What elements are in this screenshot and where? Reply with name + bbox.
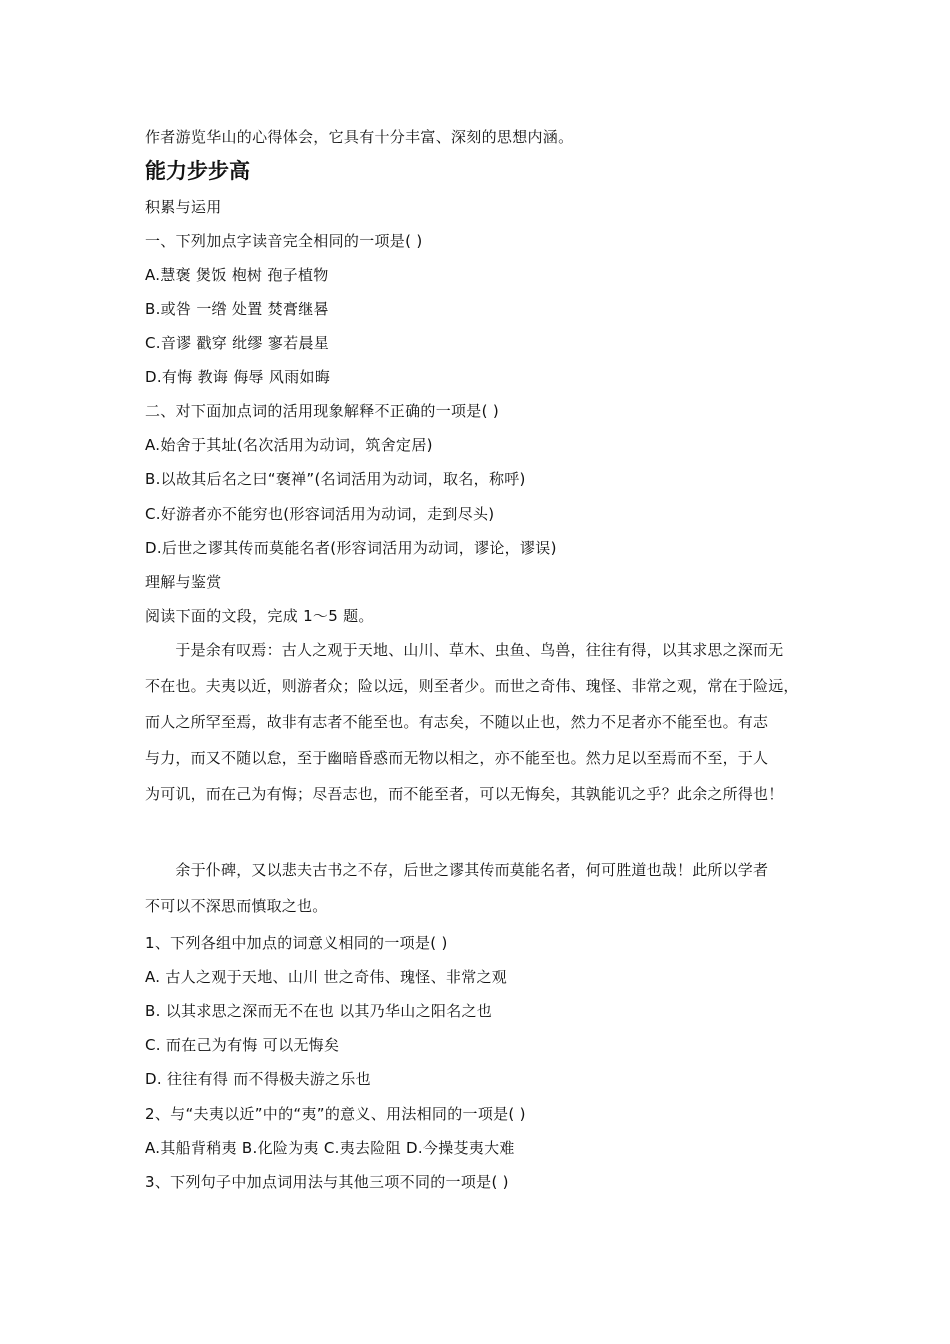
reading-question-2-options: A.其船背稍夷 B.化险为夷 C.夷去险阻 D.今操芟夷大难 bbox=[145, 1139, 515, 1157]
passage-line: 为可讥，而在己为有悔；尽吾志也，而不能至者，可以无悔矣，其孰能讥之乎？此余之所得也！ bbox=[145, 785, 784, 803]
passage-line: 不在也。夫夷以近，则游者众；险以远，则至者少。而世之奇伟、瑰怪、非常之观，常在于险远， bbox=[145, 677, 799, 695]
passage-line: 而人之所罕至焉，故非有志者不能至也。有志矣，不随以止也，然力不足者亦不能至也。有志 bbox=[145, 713, 769, 731]
reading-question-2-stem: 2、与“夫夷以近”中的“夷”的意义、用法相同的一项是( ) bbox=[145, 1105, 526, 1123]
passage-line: 于是余有叹焉：古人之观于天地、山川、草木、虫鱼、鸟兽，往往有得，以其求思之深而无 bbox=[145, 641, 784, 659]
reading-question-1-option-a: A. 古人之观于天地、山川 世之奇伟、瑰怪、非常之观 bbox=[145, 968, 508, 986]
reading-question-1-option-d: D. 往往有得 而不得极夫游之乐也 bbox=[145, 1070, 371, 1088]
question-1-option-b: B.或咎 一绺 处置 焚膏继晷 bbox=[145, 300, 329, 318]
question-2-option-b: B.以故其后名之曰“褒禅”(名词活用为动词，取名，称呼) bbox=[145, 470, 526, 488]
passage-line: 不可以不深思而慎取之也。 bbox=[145, 897, 328, 915]
question-1-option-d: D.有悔 教诲 侮辱 风雨如晦 bbox=[145, 368, 331, 386]
question-2-stem: 二、对下面加点词的活用现象解释不正确的一项是( ) bbox=[145, 402, 499, 420]
intro-text: 作者游览华山的心得体会，它具有十分丰富、深刻的思想内涵。 bbox=[145, 128, 574, 146]
question-1-option-c: C.音谬 戳穿 纰缪 寥若晨星 bbox=[145, 334, 330, 352]
subsection-comprehension: 理解与鉴赏 bbox=[145, 573, 222, 591]
reading-question-1-option-b: B. 以其求思之深而无不在也 以其乃华山之阳名之也 bbox=[145, 1002, 493, 1020]
question-1-stem: 一、下列加点字读音完全相同的一项是( ) bbox=[145, 232, 423, 250]
question-2-option-a: A.始舍于其址(名次活用为动词，筑舍定居) bbox=[145, 436, 433, 454]
question-2-option-c: C.好游者亦不能穷也(形容词活用为动词，走到尽头) bbox=[145, 505, 495, 523]
passage-line: 与力，而又不随以怠，至于幽暗昏惑而无物以相之，亦不能至也。然力足以至焉而不至，于人 bbox=[145, 749, 769, 767]
reading-question-1-stem: 1、下列各组中加点的词意义相同的一项是( ) bbox=[145, 934, 448, 952]
section-title: 能力步步高 bbox=[145, 159, 250, 183]
reading-question-3-stem: 3、下列句子中加点词用法与其他三项不同的一项是( ) bbox=[145, 1173, 509, 1191]
reading-instruction: 阅读下面的文段，完成 1～5 题。 bbox=[145, 607, 374, 625]
passage-paragraph-2 bbox=[145, 852, 817, 924]
question-2-option-d: D.后世之谬其传而莫能名者(形容词活用为动词，谬论，谬误) bbox=[145, 539, 557, 557]
question-1-option-a: A.慧褒 煲饭 枹树 孢子植物 bbox=[145, 266, 329, 284]
reading-question-1-option-c: C. 而在己为有悔 可以无悔矣 bbox=[145, 1036, 340, 1054]
subsection-accumulation: 积累与运用 bbox=[145, 198, 222, 216]
passage-paragraph-1 bbox=[145, 632, 817, 812]
passage-line: 余于仆碑，又以悲夫古书之不存，后世之谬其传而莫能名者，何可胜道也哉！此所以学者 bbox=[145, 861, 769, 879]
